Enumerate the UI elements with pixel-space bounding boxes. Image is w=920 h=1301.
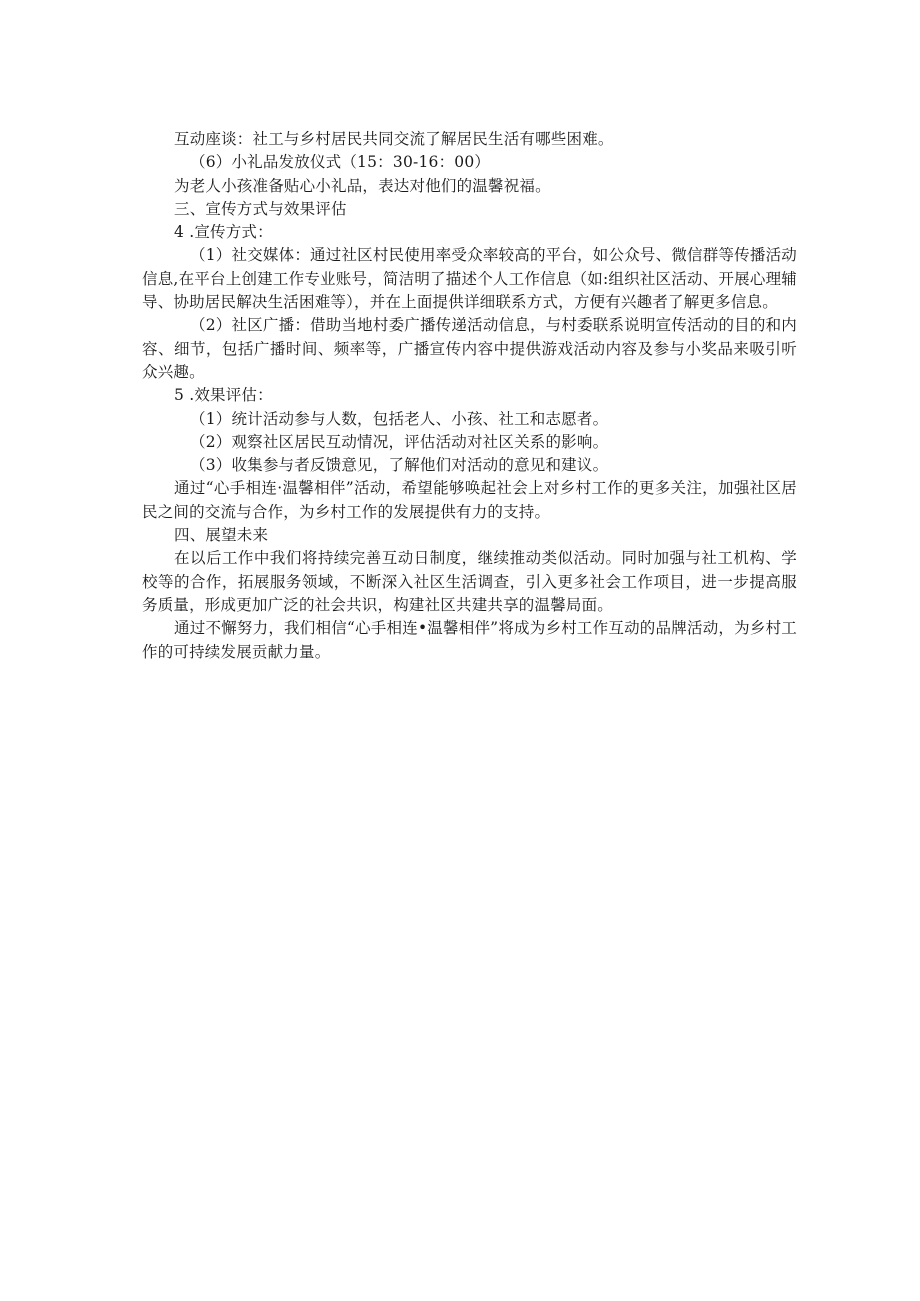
paragraph-interactive-discussion: 互动座谈：社工与乡村居民共同交流了解居民生活有哪些困难。 [174, 130, 614, 148]
subheading-effect-evaluation: 5 .效果评估： [174, 386, 273, 405]
paragraph-community-broadcast: （2）社区广播：借助当地村委广播传递活动信息，与村委联系说明宣传活动的目的和内容、细节，包括广播时间、频率等，广播宣传内容中提供游戏活动内容及参与小奖品来吸引听众兴趣。 [142, 316, 797, 381]
paragraph-conclusion: 通过不懈努力，我们相信“心手相连•温馨相伴”将成为乡村工作互动的品牌活动，为乡村工作的可持续发展贡献力量。 [142, 619, 797, 661]
list-item-evaluation-2: （2）观察社区居民互动情况，评估活动对社区关系的影响。 [190, 432, 609, 451]
section-heading-outlook: 四、展望未来 [174, 526, 269, 545]
list-item-evaluation-3: （3）收集参与者反馈意见，了解他们对活动的意见和建议。 [190, 456, 609, 475]
paragraph-gift-ceremony-heading: （6）小礼品发放仪式（15：30-16：00） [190, 153, 491, 172]
subheading-publicity-methods: 4 .宣传方式： [174, 223, 273, 242]
paragraph-social-media: （1）社交媒体：通过社区村民使用率受众率较高的平台，如公众号、微信群等传播活动信息,在平台上创建工作专业账号，简洁明了描述个人工作信息（如:组织社区活动、开展心理辅导、协助居民解决生活困难等），并在上面提供详细联系方式，方便有兴趣者了解更多信息。 [142, 246, 797, 312]
section-heading-publicity: 三、宣传方式与效果评估 [174, 199, 347, 218]
paragraph-activity-summary: 通过“心手相连·温馨相伴”活动，希望能够唤起社会上对乡村工作的更多关注，加强社区居民之间的交流与合作，为乡村工作的发展提供有力的支持。 [142, 479, 797, 521]
paragraph-gift-description: 为老人小孩准备贴心小礼品，表达对他们的温馨祝福。 [174, 176, 551, 195]
list-item-evaluation-1: （1）统计活动参与人数，包括老人、小孩、社工和志愿者。 [190, 409, 609, 428]
document-body [142, 128, 797, 664]
paragraph-future-work: 在以后工作中我们将持续完善互动日制度，继续推动类似活动。同时加强与社工机构、学校等的合作，拓展服务领域，不断深入社区生活调查，引入更多社会工作项目，进一步提高服务质量，形成更加广泛的社会共识，构建社区共建共享的温馨局面。 [142, 549, 797, 614]
